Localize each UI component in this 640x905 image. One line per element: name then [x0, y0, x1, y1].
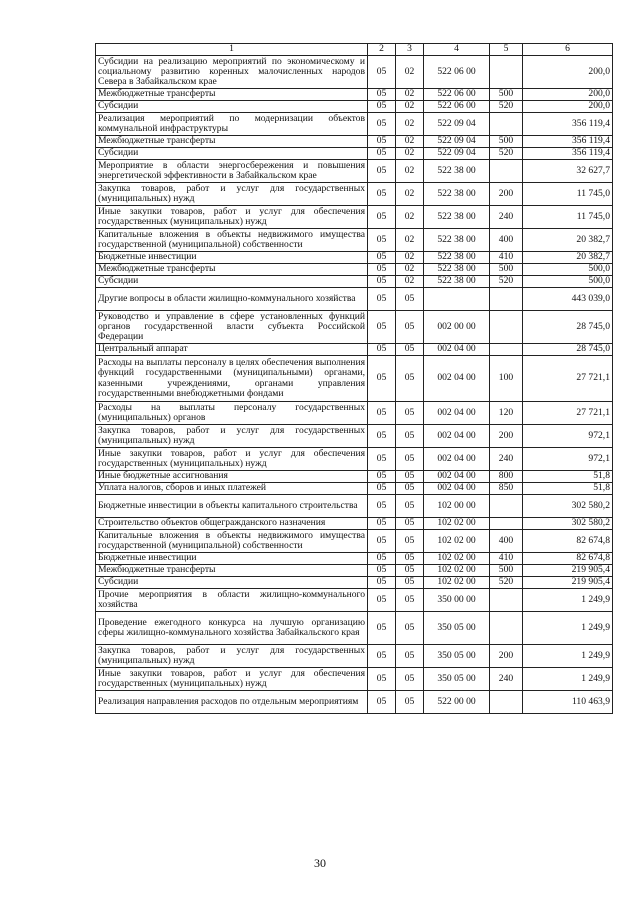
- row-target-article: 522 09 04: [424, 136, 490, 148]
- row-section: 05: [368, 402, 396, 425]
- budget-table: [95, 43, 613, 714]
- row-target-article: 102 02 00: [424, 553, 490, 565]
- table-row: [96, 56, 613, 89]
- row-subsection: 05: [396, 577, 424, 589]
- table-row: [96, 691, 613, 714]
- row-expense-type: [490, 288, 523, 311]
- table-row: [96, 276, 613, 288]
- row-name: Центральный аппарат: [96, 344, 368, 356]
- row-target-article: 002 04 00: [424, 425, 490, 448]
- row-expense-type: 200: [490, 425, 523, 448]
- row-section: 05: [368, 577, 396, 589]
- row-section: 05: [368, 495, 396, 518]
- row-expense-type: [490, 160, 523, 183]
- page-number: 30: [314, 856, 326, 870]
- row-amount: 51,8: [523, 471, 613, 483]
- row-section: 05: [368, 160, 396, 183]
- row-target-article: 350 05 00: [424, 612, 490, 645]
- row-expense-type: 200: [490, 645, 523, 668]
- row-subsection: 02: [396, 160, 424, 183]
- row-subsection: 02: [396, 148, 424, 160]
- row-subsection: 02: [396, 56, 424, 89]
- table-row: [96, 89, 613, 101]
- row-expense-type: 410: [490, 553, 523, 565]
- row-name: Субсидии на реализацию мероприятий по экономическому и социальному развитию коренных малочисленных народов Севера в Забайкальском крае: [96, 56, 368, 89]
- row-amount: 32 627,7: [523, 160, 613, 183]
- row-subsection: 02: [396, 264, 424, 276]
- row-expense-type: 500: [490, 89, 523, 101]
- table-row: [96, 402, 613, 425]
- row-subsection: 05: [396, 691, 424, 714]
- row-subsection: 02: [396, 229, 424, 252]
- row-name: Строительство объектов общегражданского назначения: [96, 518, 368, 530]
- col-header-subsection: 3: [396, 44, 424, 56]
- row-name: Реализация направления расходов по отдельным мероприятиям: [96, 691, 368, 714]
- row-subsection: 05: [396, 668, 424, 691]
- row-subsection: 02: [396, 89, 424, 101]
- row-amount: 302 580,2: [523, 495, 613, 518]
- table-row: [96, 553, 613, 565]
- row-expense-type: 800: [490, 471, 523, 483]
- row-section: 05: [368, 425, 396, 448]
- row-name: Проведение ежегодного конкурса на лучшую организацию сферы жилищно-коммунального хозяйства Забайкальского края: [96, 612, 368, 645]
- row-expense-type: 500: [490, 136, 523, 148]
- row-section: 05: [368, 668, 396, 691]
- row-expense-type: 240: [490, 448, 523, 471]
- row-name: Прочие мероприятия в области жилищно-коммунального хозяйства: [96, 589, 368, 612]
- row-expense-type: 400: [490, 229, 523, 252]
- table-row: [96, 264, 613, 276]
- row-target-article: 522 38 00: [424, 252, 490, 264]
- row-name: Другие вопросы в области жилищно-коммунального хозяйства: [96, 288, 368, 311]
- row-section: 05: [368, 183, 396, 206]
- row-amount: 28 745,0: [523, 311, 613, 344]
- row-amount: 443 039,0: [523, 288, 613, 311]
- row-name: Субсидии: [96, 101, 368, 113]
- table-row: [96, 252, 613, 264]
- row-expense-type: [490, 589, 523, 612]
- row-expense-type: [490, 495, 523, 518]
- row-expense-type: 240: [490, 668, 523, 691]
- row-subsection: 05: [396, 288, 424, 311]
- row-expense-type: 100: [490, 356, 523, 402]
- row-subsection: 02: [396, 136, 424, 148]
- row-name: Иные закупки товаров, работ и услуг для обеспечения государственных (муниципальных) нужд: [96, 206, 368, 229]
- row-expense-type: 850: [490, 483, 523, 495]
- table-row: [96, 148, 613, 160]
- row-subsection: 05: [396, 344, 424, 356]
- row-section: 05: [368, 471, 396, 483]
- row-name: Закупка товаров, работ и услуг для государственных (муниципальных) нужд: [96, 425, 368, 448]
- row-name: Закупка товаров, работ и услуг для государственных (муниципальных) нужд: [96, 645, 368, 668]
- row-subsection: 05: [396, 518, 424, 530]
- row-amount: 219 905,4: [523, 565, 613, 577]
- row-section: 05: [368, 276, 396, 288]
- row-target-article: 002 04 00: [424, 402, 490, 425]
- row-subsection: 02: [396, 276, 424, 288]
- row-section: 05: [368, 252, 396, 264]
- row-section: 05: [368, 56, 396, 89]
- row-name: Мероприятие в области энергосбережения и повышения энергетической эффективности в Забайкальском крае: [96, 160, 368, 183]
- col-header-expense-type: 5: [490, 44, 523, 56]
- row-amount: 356 119,4: [523, 136, 613, 148]
- row-amount: 20 382,7: [523, 252, 613, 264]
- table-row: [96, 183, 613, 206]
- row-amount: 356 119,4: [523, 148, 613, 160]
- row-target-article: 002 00 00: [424, 311, 490, 344]
- table-row: [96, 495, 613, 518]
- row-section: 05: [368, 483, 396, 495]
- row-subsection: 05: [396, 471, 424, 483]
- row-subsection: 05: [396, 402, 424, 425]
- table-row: [96, 471, 613, 483]
- row-expense-type: 400: [490, 530, 523, 553]
- row-amount: 20 382,7: [523, 229, 613, 252]
- row-amount: 27 721,1: [523, 402, 613, 425]
- row-name: Реализация мероприятий по модернизации объектов коммунальной инфраструктуры: [96, 113, 368, 136]
- row-section: 05: [368, 113, 396, 136]
- table-row: [96, 206, 613, 229]
- row-amount: 200,0: [523, 56, 613, 89]
- row-target-article: 522 06 00: [424, 89, 490, 101]
- row-name: Капитальные вложения в объекты недвижимого имущества государственной (муниципальной) собственности: [96, 530, 368, 553]
- row-name: Субсидии: [96, 276, 368, 288]
- row-section: 05: [368, 264, 396, 276]
- row-subsection: 02: [396, 252, 424, 264]
- row-expense-type: 500: [490, 565, 523, 577]
- row-target-article: 002 04 00: [424, 344, 490, 356]
- row-expense-type: 520: [490, 101, 523, 113]
- row-subsection: 05: [396, 530, 424, 553]
- row-section: 05: [368, 288, 396, 311]
- row-target-article: 350 05 00: [424, 645, 490, 668]
- row-name: Иные закупки товаров, работ и услуг для обеспечения государственных (муниципальных) нужд: [96, 448, 368, 471]
- row-amount: 110 463,9: [523, 691, 613, 714]
- row-target-article: 522 09 04: [424, 148, 490, 160]
- col-header-amount: 6: [523, 44, 613, 56]
- row-subsection: 05: [396, 589, 424, 612]
- row-name: Закупка товаров, работ и услуг для государственных (муниципальных) нужд: [96, 183, 368, 206]
- row-target-article: 002 04 00: [424, 356, 490, 402]
- row-section: 05: [368, 229, 396, 252]
- row-subsection: 02: [396, 101, 424, 113]
- row-amount: 356 119,4: [523, 113, 613, 136]
- row-amount: 51,8: [523, 483, 613, 495]
- row-subsection: 05: [396, 311, 424, 344]
- row-amount: 11 745,0: [523, 183, 613, 206]
- row-section: 05: [368, 565, 396, 577]
- row-amount: 27 721,1: [523, 356, 613, 402]
- row-amount: 1 249,9: [523, 645, 613, 668]
- row-subsection: 05: [396, 565, 424, 577]
- table-row: [96, 668, 613, 691]
- row-amount: 28 745,0: [523, 344, 613, 356]
- table-row: [96, 530, 613, 553]
- row-subsection: 05: [396, 425, 424, 448]
- row-subsection: 05: [396, 356, 424, 402]
- row-amount: 972,1: [523, 448, 613, 471]
- row-name: Бюджетные инвестиции: [96, 553, 368, 565]
- row-amount: 82 674,8: [523, 553, 613, 565]
- row-section: 05: [368, 101, 396, 113]
- row-expense-type: [490, 344, 523, 356]
- row-amount: 200,0: [523, 101, 613, 113]
- row-section: 05: [368, 344, 396, 356]
- row-section: 05: [368, 691, 396, 714]
- row-subsection: 05: [396, 645, 424, 668]
- row-section: 05: [368, 206, 396, 229]
- row-amount: 972,1: [523, 425, 613, 448]
- row-expense-type: 520: [490, 148, 523, 160]
- row-section: 05: [368, 311, 396, 344]
- header-row: [96, 44, 613, 56]
- row-target-article: 522 09 04: [424, 113, 490, 136]
- row-target-article: 102 02 00: [424, 565, 490, 577]
- row-target-article: 002 04 00: [424, 483, 490, 495]
- table-row: [96, 113, 613, 136]
- row-section: 05: [368, 530, 396, 553]
- row-expense-type: [490, 612, 523, 645]
- row-amount: 219 905,4: [523, 577, 613, 589]
- row-expense-type: 520: [490, 276, 523, 288]
- row-section: 05: [368, 89, 396, 101]
- table-row: [96, 589, 613, 612]
- row-subsection: 02: [396, 206, 424, 229]
- row-subsection: 05: [396, 612, 424, 645]
- row-expense-type: 500: [490, 264, 523, 276]
- row-subsection: 05: [396, 483, 424, 495]
- row-target-article: 522 38 00: [424, 264, 490, 276]
- row-section: 05: [368, 553, 396, 565]
- table-row: [96, 101, 613, 113]
- row-section: 05: [368, 148, 396, 160]
- row-amount: 500,0: [523, 276, 613, 288]
- col-header-name: 1: [96, 44, 368, 56]
- row-amount: 200,0: [523, 89, 613, 101]
- table-row: [96, 645, 613, 668]
- row-target-article: 102 02 00: [424, 530, 490, 553]
- row-section: 05: [368, 448, 396, 471]
- table-row: [96, 136, 613, 148]
- table-row: [96, 344, 613, 356]
- row-subsection: 05: [396, 448, 424, 471]
- row-name: Капитальные вложения в объекты недвижимого имущества государственной (муниципальной) собственности: [96, 229, 368, 252]
- row-section: 05: [368, 356, 396, 402]
- row-name: Иные закупки товаров, работ и услуг для обеспечения государственных (муниципальных) нужд: [96, 668, 368, 691]
- row-target-article: 350 05 00: [424, 668, 490, 691]
- table-row: [96, 425, 613, 448]
- row-name: Межбюджетные трансферты: [96, 565, 368, 577]
- row-target-article: 522 38 00: [424, 276, 490, 288]
- table-row: [96, 565, 613, 577]
- row-target-article: 522 06 00: [424, 56, 490, 89]
- table-row: [96, 448, 613, 471]
- row-amount: 82 674,8: [523, 530, 613, 553]
- table-row: [96, 518, 613, 530]
- row-name: Субсидии: [96, 148, 368, 160]
- table-row: [96, 612, 613, 645]
- row-expense-type: [490, 691, 523, 714]
- row-name: Субсидии: [96, 577, 368, 589]
- row-target-article: 522 06 00: [424, 101, 490, 113]
- row-target-article: 522 38 00: [424, 229, 490, 252]
- table-row: [96, 160, 613, 183]
- table-row: [96, 311, 613, 344]
- row-target-article: [424, 288, 490, 311]
- row-expense-type: [490, 113, 523, 136]
- row-expense-type: [490, 518, 523, 530]
- table-row: [96, 483, 613, 495]
- row-target-article: 350 00 00: [424, 589, 490, 612]
- row-name: Бюджетные инвестиции в объекты капитального строительства: [96, 495, 368, 518]
- row-target-article: 522 38 00: [424, 160, 490, 183]
- col-header-target-article: 4: [424, 44, 490, 56]
- row-name: Расходы на выплаты персоналу в целях обеспечения выполнения функций государственными (муниципальными) органами, казенными учреждениями, органами управления государственными внебюджетными фондами: [96, 356, 368, 402]
- row-amount: 1 249,9: [523, 612, 613, 645]
- row-expense-type: [490, 311, 523, 344]
- row-amount: 302 580,2: [523, 518, 613, 530]
- row-section: 05: [368, 589, 396, 612]
- row-expense-type: 200: [490, 183, 523, 206]
- table-row: [96, 356, 613, 402]
- row-amount: 11 745,0: [523, 206, 613, 229]
- row-name: Расходы на выплаты персоналу государственных (муниципальных) органов: [96, 402, 368, 425]
- row-target-article: 522 38 00: [424, 206, 490, 229]
- row-section: 05: [368, 136, 396, 148]
- row-amount: 1 249,9: [523, 589, 613, 612]
- row-subsection: 02: [396, 183, 424, 206]
- table-row: [96, 229, 613, 252]
- row-expense-type: 240: [490, 206, 523, 229]
- row-target-article: 002 04 00: [424, 471, 490, 483]
- row-section: 05: [368, 612, 396, 645]
- row-target-article: 102 02 00: [424, 577, 490, 589]
- row-target-article: 522 38 00: [424, 183, 490, 206]
- row-name: Иные бюджетные ассигнования: [96, 471, 368, 483]
- row-name: Межбюджетные трансферты: [96, 136, 368, 148]
- row-target-article: 102 02 00: [424, 518, 490, 530]
- table-row: [96, 288, 613, 311]
- row-name: Межбюджетные трансферты: [96, 89, 368, 101]
- row-amount: 500,0: [523, 264, 613, 276]
- row-amount: 1 249,9: [523, 668, 613, 691]
- row-expense-type: 410: [490, 252, 523, 264]
- row-expense-type: [490, 56, 523, 89]
- row-section: 05: [368, 518, 396, 530]
- row-target-article: 002 04 00: [424, 448, 490, 471]
- row-target-article: 522 00 00: [424, 691, 490, 714]
- row-expense-type: 520: [490, 577, 523, 589]
- col-header-section: 2: [368, 44, 396, 56]
- row-expense-type: 120: [490, 402, 523, 425]
- row-subsection: 05: [396, 553, 424, 565]
- row-name: Уплата налогов, сборов и иных платежей: [96, 483, 368, 495]
- row-section: 05: [368, 645, 396, 668]
- row-name: Межбюджетные трансферты: [96, 264, 368, 276]
- row-name: Бюджетные инвестиции: [96, 252, 368, 264]
- row-target-article: 102 00 00: [424, 495, 490, 518]
- row-name: Руководство и управление в сфере установленных функций органов государственной власти субъекта Российской Федерации: [96, 311, 368, 344]
- row-subsection: 05: [396, 495, 424, 518]
- table-row: [96, 577, 613, 589]
- row-subsection: 02: [396, 113, 424, 136]
